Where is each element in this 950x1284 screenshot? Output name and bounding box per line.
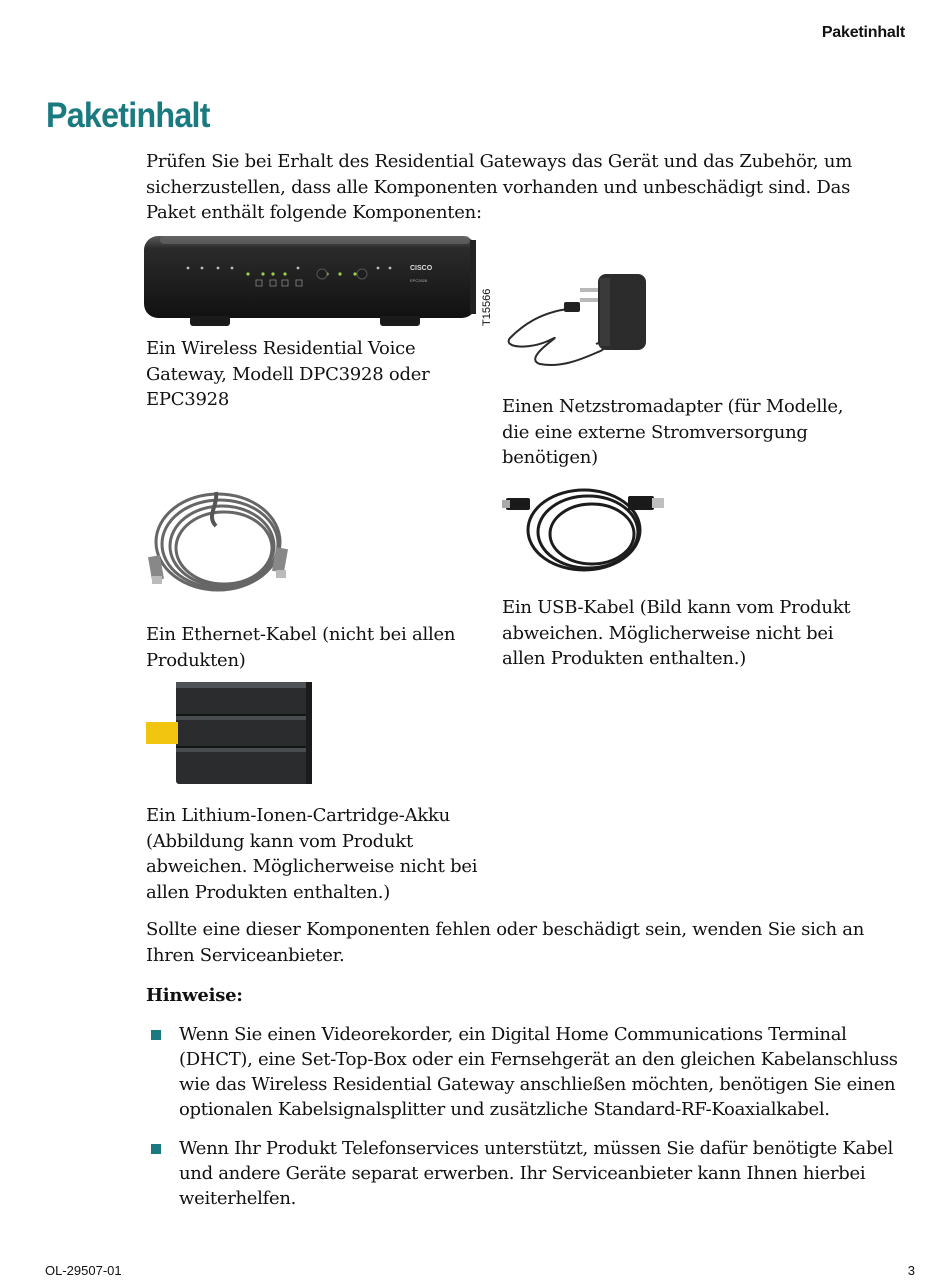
page-number: 3	[907, 1263, 915, 1278]
intro-paragraph: Prüfen Sie bei Erhalt des Residential Gateways das Gerät und das Zubehör, um sicherzustellen, dass alle Komponenten vorhanden und unbeschädigt sind. Das Paket enthält folgende Komponenten:	[146, 151, 853, 223]
gateway-brand: CISCO	[410, 265, 433, 272]
gateway-model: EPC3928	[410, 278, 428, 283]
note-text: Wenn Ihr Produkt Telefonservices unterstützt, müssen Sie dafür benötigte Kabel und andere Geräte separat erwerben. Ihr Serviceanbieter kann Ihnen hierbei weiterhelfen.	[179, 1138, 893, 1209]
battery-image	[146, 680, 326, 790]
power-adapter-image	[500, 268, 660, 378]
figure-id: T15566	[481, 288, 493, 326]
square-bullet-icon	[151, 1144, 161, 1154]
doc-number: OL-29507-01	[45, 1263, 122, 1278]
gateway-caption: Ein Wireless Residential Voice Gateway, Modell DPC3928 oder EPC3928	[146, 338, 430, 410]
note-text: Wenn Sie einen Videorekorder, ein Digital Home Communications Terminal (DHCT), eine Set-Top-Box oder ein Fernsehgerät an den gleichen Kabelanschluss wie das Wireless Residential Gateway anschließen möchten, benötigen Sie einen optionalen Kabelsignalsplitter und zusätzliche Standard-RF-Koaxialkabel.	[179, 1024, 898, 1120]
notes-list	[148, 1022, 908, 1225]
usb-cable-caption: Ein USB-Kabel (Bild kann vom Produkt abweichen. Möglicherweise nicht bei allen Produkten enthalten.)	[502, 597, 851, 669]
usb-cable-image	[502, 484, 672, 584]
ethernet-cable-caption: Ein Ethernet-Kabel (nicht bei allen Produkten)	[146, 624, 456, 671]
page-title: Paketinhalt	[46, 96, 210, 135]
ethernet-cable-image	[146, 486, 296, 606]
note-item	[148, 1136, 908, 1211]
running-header: Paketinhalt	[821, 24, 905, 41]
battery-caption: Ein Lithium-Ionen-Cartridge-Akku (Abbildung kann vom Produkt abweichen. Möglicherweise nicht bei allen Produkten enthalten.)	[146, 805, 478, 903]
note-item	[148, 1022, 908, 1122]
square-bullet-icon	[151, 1030, 161, 1040]
power-adapter-caption: Einen Netzstromadapter (für Modelle, die eine externe Stromversorgung benötigen)	[502, 396, 844, 468]
notes-label: Hinweise:	[146, 985, 243, 1006]
closing-paragraph: Sollte eine dieser Komponenten fehlen oder beschädigt sein, wenden Sie sich an Ihren Serviceanbieter.	[146, 919, 865, 966]
gateway-image	[140, 230, 500, 330]
